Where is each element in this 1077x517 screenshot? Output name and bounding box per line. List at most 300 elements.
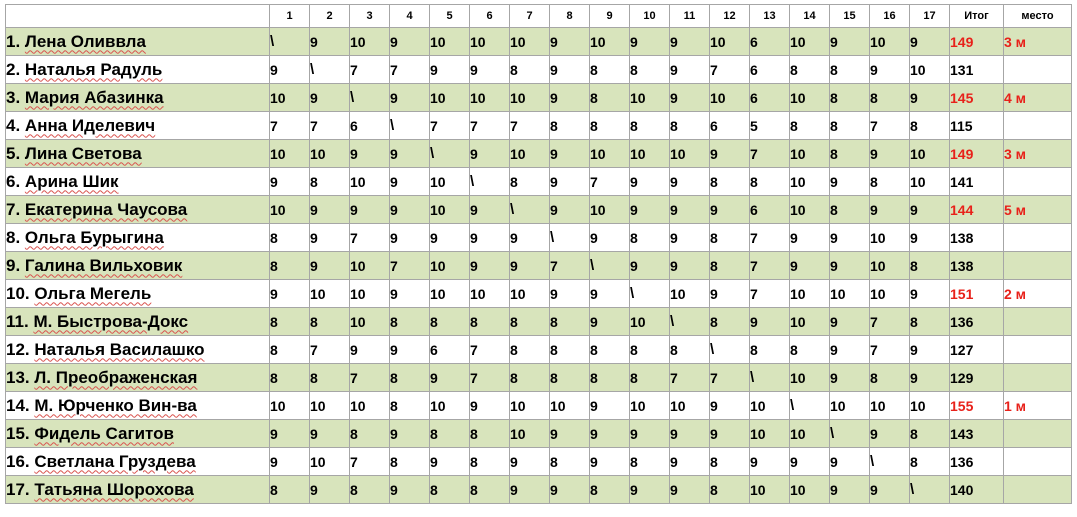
score-cell: 7 <box>550 252 590 280</box>
participant-name: Арина Шик <box>24 171 119 191</box>
score-cell: 10 <box>830 280 870 308</box>
header-col-3: 3 <box>350 5 390 28</box>
score-cell: 9 <box>310 476 350 504</box>
score-cell: 8 <box>590 112 630 140</box>
score-cell: 10 <box>790 84 830 112</box>
score-cell: 7 <box>870 336 910 364</box>
score-cell: 9 <box>670 224 710 252</box>
score-cell: 10 <box>750 476 790 504</box>
total-cell: 138 <box>950 252 1004 280</box>
participant-number: 12. <box>6 339 30 359</box>
score-cell: 10 <box>550 392 590 420</box>
header-name <box>6 5 270 28</box>
score-cell: 9 <box>670 448 710 476</box>
score-cell: 7 <box>430 112 470 140</box>
header-col-1: 1 <box>270 5 310 28</box>
score-cell: 9 <box>390 28 430 56</box>
score-cell: 6 <box>350 112 390 140</box>
score-cell: 8 <box>630 336 670 364</box>
score-cell: 9 <box>550 168 590 196</box>
participant-cell <box>6 280 270 308</box>
score-cell: 9 <box>470 224 510 252</box>
score-cell: 10 <box>310 448 350 476</box>
score-cell: 9 <box>830 364 870 392</box>
self-score-cell: \ <box>510 196 550 224</box>
score-cell: 8 <box>510 308 550 336</box>
table-row <box>6 364 1072 392</box>
table-row <box>6 252 1072 280</box>
score-cell: 10 <box>350 252 390 280</box>
participant-cell <box>6 364 270 392</box>
score-cell: 10 <box>670 140 710 168</box>
score-cell: 9 <box>870 196 910 224</box>
score-cell: 9 <box>670 84 710 112</box>
score-cell: 9 <box>310 252 350 280</box>
score-cell: 9 <box>830 476 870 504</box>
header-place: место <box>1004 5 1072 28</box>
score-cell: 9 <box>590 308 630 336</box>
header-col-9: 9 <box>590 5 630 28</box>
table-row <box>6 308 1072 336</box>
score-cell: 7 <box>270 112 310 140</box>
place-cell <box>1004 168 1072 196</box>
score-cell: 8 <box>550 336 590 364</box>
header-row <box>6 5 1072 28</box>
score-cell: 10 <box>270 392 310 420</box>
score-cell: 9 <box>630 28 670 56</box>
score-cell: 7 <box>390 252 430 280</box>
score-cell: 10 <box>790 420 830 448</box>
score-cell: 8 <box>430 476 470 504</box>
score-cell: 9 <box>670 28 710 56</box>
score-cell: 9 <box>670 168 710 196</box>
participant-name: Наталья Радуль <box>24 59 163 79</box>
header-col-12: 12 <box>710 5 750 28</box>
score-cell: 10 <box>310 140 350 168</box>
score-cell: 9 <box>270 56 310 84</box>
score-cell: 9 <box>830 448 870 476</box>
place-cell: 2 м <box>1004 280 1072 308</box>
score-cell: 10 <box>310 392 350 420</box>
table-row <box>6 196 1072 224</box>
table-row <box>6 84 1072 112</box>
score-cell: 8 <box>630 112 670 140</box>
table-row <box>6 280 1072 308</box>
score-cell: 9 <box>270 280 310 308</box>
total-cell: 127 <box>950 336 1004 364</box>
score-cell: 9 <box>550 420 590 448</box>
score-cell: 8 <box>390 448 430 476</box>
score-cell: 9 <box>830 168 870 196</box>
score-cell: 8 <box>870 168 910 196</box>
total-cell: 143 <box>950 420 1004 448</box>
participant-name: Анна Иделевич <box>24 115 156 135</box>
table-row <box>6 224 1072 252</box>
score-cell: 10 <box>590 140 630 168</box>
score-cell: 8 <box>510 336 550 364</box>
self-score-cell: \ <box>590 252 630 280</box>
participant-cell <box>6 336 270 364</box>
place-cell <box>1004 336 1072 364</box>
score-cell: 8 <box>550 364 590 392</box>
score-cell: 8 <box>710 252 750 280</box>
header-col-6: 6 <box>470 5 510 28</box>
table-row <box>6 112 1072 140</box>
score-cell: 8 <box>910 252 950 280</box>
score-cell: 10 <box>470 28 510 56</box>
total-cell: 140 <box>950 476 1004 504</box>
score-cell: 7 <box>510 112 550 140</box>
score-cell: 8 <box>550 308 590 336</box>
score-cell: 8 <box>870 84 910 112</box>
score-cell: 9 <box>470 56 510 84</box>
score-cell: 7 <box>350 56 390 84</box>
score-cell: 9 <box>590 420 630 448</box>
score-cell: 9 <box>790 252 830 280</box>
table-row <box>6 476 1072 504</box>
score-cell: 9 <box>750 448 790 476</box>
score-cell: 9 <box>910 84 950 112</box>
score-cell: 7 <box>350 364 390 392</box>
participant-number: 15. <box>6 423 30 443</box>
header-total: Итог <box>950 5 1004 28</box>
score-cell: 10 <box>750 392 790 420</box>
score-cell: 10 <box>710 28 750 56</box>
participant-number: 13. <box>6 367 30 387</box>
score-cell: 8 <box>790 56 830 84</box>
score-cell: 9 <box>670 476 710 504</box>
score-cell: 10 <box>270 84 310 112</box>
participant-cell <box>6 392 270 420</box>
score-cell: 9 <box>830 252 870 280</box>
header-col-11: 11 <box>670 5 710 28</box>
participant-number: 11. <box>6 311 29 331</box>
participant-cell <box>6 224 270 252</box>
score-cell: 8 <box>710 224 750 252</box>
participant-name: Ольга Бурыгина <box>24 227 164 247</box>
score-cell: 9 <box>630 252 670 280</box>
participant-name: М. Быстрова-Докс <box>33 311 189 331</box>
score-cell: 10 <box>870 224 910 252</box>
score-cell: 8 <box>310 168 350 196</box>
participant-cell <box>6 84 270 112</box>
score-cell: 8 <box>430 308 470 336</box>
table-row <box>6 140 1072 168</box>
place-cell <box>1004 364 1072 392</box>
score-cell: 9 <box>350 196 390 224</box>
score-cell: 8 <box>550 112 590 140</box>
place-cell: 4 м <box>1004 84 1072 112</box>
score-cell: 10 <box>270 196 310 224</box>
score-cell: 10 <box>870 280 910 308</box>
score-cell: 8 <box>430 420 470 448</box>
participant-name: Л. Преображенская <box>34 367 198 387</box>
score-cell: 9 <box>590 280 630 308</box>
score-cell: 8 <box>750 336 790 364</box>
score-cell: 7 <box>390 56 430 84</box>
table-row <box>6 168 1072 196</box>
header-col-15: 15 <box>830 5 870 28</box>
score-cell: 7 <box>350 224 390 252</box>
self-score-cell: \ <box>790 392 830 420</box>
total-cell: 136 <box>950 308 1004 336</box>
score-cell: 9 <box>590 392 630 420</box>
score-cell: 9 <box>510 224 550 252</box>
header-col-10: 10 <box>630 5 670 28</box>
score-cell: 8 <box>390 364 430 392</box>
score-cell: 8 <box>910 112 950 140</box>
score-cell: 8 <box>710 168 750 196</box>
score-cell: 6 <box>750 28 790 56</box>
total-cell: 131 <box>950 56 1004 84</box>
score-cell: 9 <box>710 280 750 308</box>
participant-cell <box>6 252 270 280</box>
score-cell: 9 <box>390 224 430 252</box>
score-cell: 9 <box>630 196 670 224</box>
score-cell: 9 <box>270 168 310 196</box>
header-col-8: 8 <box>550 5 590 28</box>
score-cell: 9 <box>710 140 750 168</box>
total-cell: 149 <box>950 28 1004 56</box>
score-cell: 7 <box>470 112 510 140</box>
score-cell: 10 <box>430 84 470 112</box>
header-col-4: 4 <box>390 5 430 28</box>
participant-number: 5. <box>6 143 21 163</box>
score-cell: 9 <box>910 196 950 224</box>
score-cell: 9 <box>470 140 510 168</box>
score-cell: 6 <box>750 196 790 224</box>
score-cell: 6 <box>750 84 790 112</box>
score-cell: 10 <box>750 420 790 448</box>
participant-name: Лена Оливвла <box>24 31 146 51</box>
score-cell: 9 <box>870 476 910 504</box>
participant-number: 3. <box>6 87 21 107</box>
self-score-cell: \ <box>390 112 430 140</box>
score-cell: 9 <box>550 84 590 112</box>
score-cell: 10 <box>510 84 550 112</box>
score-cell: 9 <box>870 140 910 168</box>
participant-number: 17. <box>6 479 30 499</box>
score-cell: 8 <box>470 308 510 336</box>
self-score-cell: \ <box>550 224 590 252</box>
score-cell: 7 <box>670 364 710 392</box>
score-cell: 10 <box>630 84 670 112</box>
score-cell: 8 <box>710 476 750 504</box>
score-cell: 10 <box>870 392 910 420</box>
score-cell: 9 <box>910 280 950 308</box>
total-cell: 151 <box>950 280 1004 308</box>
score-cell: 9 <box>550 196 590 224</box>
self-score-cell: \ <box>710 336 750 364</box>
score-cell: 9 <box>470 392 510 420</box>
score-cell: 10 <box>790 308 830 336</box>
total-cell: 136 <box>950 448 1004 476</box>
score-cell: 8 <box>630 224 670 252</box>
score-cell: 9 <box>830 336 870 364</box>
total-cell: 141 <box>950 168 1004 196</box>
score-cell: 9 <box>590 224 630 252</box>
score-cell: 9 <box>390 420 430 448</box>
place-cell <box>1004 112 1072 140</box>
score-cell: 8 <box>270 364 310 392</box>
score-cell: 8 <box>710 448 750 476</box>
score-cell: 8 <box>830 140 870 168</box>
participant-name: Фидель Сагитов <box>34 423 174 443</box>
score-cell: 10 <box>590 28 630 56</box>
score-cell: 8 <box>750 168 790 196</box>
score-cell: 10 <box>790 364 830 392</box>
header-col-13: 13 <box>750 5 790 28</box>
score-cell: 8 <box>270 336 310 364</box>
table-row <box>6 56 1072 84</box>
place-cell <box>1004 476 1072 504</box>
score-cell: 8 <box>390 392 430 420</box>
score-cell: 8 <box>270 308 310 336</box>
score-cell: 10 <box>510 392 550 420</box>
score-cell: 7 <box>750 140 790 168</box>
score-cell: 8 <box>270 252 310 280</box>
score-cell: 10 <box>630 392 670 420</box>
score-cell: 10 <box>830 392 870 420</box>
score-cell: 8 <box>790 336 830 364</box>
participant-name: Екатерина Чаусова <box>24 199 188 219</box>
participant-name: Галина Вильховик <box>24 255 183 275</box>
score-cell: 8 <box>590 364 630 392</box>
participant-name: Ольга Мегель <box>34 283 152 303</box>
score-cell: 9 <box>430 364 470 392</box>
score-cell: 8 <box>630 56 670 84</box>
participant-name: Татьяна Шорохова <box>34 479 194 499</box>
score-cell: 10 <box>430 168 470 196</box>
self-score-cell: \ <box>630 280 670 308</box>
score-cell: 8 <box>350 476 390 504</box>
place-cell: 5 м <box>1004 196 1072 224</box>
participant-name: М. Юрченко Вин-ва <box>34 395 197 415</box>
self-score-cell: \ <box>830 420 870 448</box>
score-cell: 9 <box>550 140 590 168</box>
score-cell: 10 <box>350 392 390 420</box>
place-cell <box>1004 56 1072 84</box>
score-cell: 8 <box>310 308 350 336</box>
score-cell: 10 <box>910 140 950 168</box>
score-cell: 9 <box>390 168 430 196</box>
score-cell: 9 <box>910 336 950 364</box>
score-cell: 10 <box>430 252 470 280</box>
self-score-cell: \ <box>270 28 310 56</box>
score-cell: 10 <box>790 140 830 168</box>
score-cell: 9 <box>670 196 710 224</box>
score-cell: 8 <box>470 476 510 504</box>
score-cell: 10 <box>790 168 830 196</box>
score-cell: 9 <box>270 420 310 448</box>
score-cell: 9 <box>630 420 670 448</box>
score-cell: 8 <box>910 308 950 336</box>
score-cell: 6 <box>430 336 470 364</box>
self-score-cell: \ <box>870 448 910 476</box>
participant-number: 4. <box>6 115 21 135</box>
self-score-cell: \ <box>350 84 390 112</box>
table-row <box>6 448 1072 476</box>
participant-cell <box>6 28 270 56</box>
score-cell: 8 <box>590 336 630 364</box>
score-cell: 10 <box>350 280 390 308</box>
score-cell: 9 <box>350 140 390 168</box>
place-cell: 3 м <box>1004 28 1072 56</box>
score-cell: 9 <box>710 392 750 420</box>
participant-number: 16. <box>6 451 30 471</box>
score-cell: 8 <box>910 448 950 476</box>
score-cell: 8 <box>670 112 710 140</box>
table-row <box>6 420 1072 448</box>
score-cell: 8 <box>830 84 870 112</box>
table-row <box>6 336 1072 364</box>
score-cell: 8 <box>470 420 510 448</box>
score-cell: 10 <box>910 168 950 196</box>
score-cell: 10 <box>430 392 470 420</box>
table-header <box>6 5 1072 28</box>
score-cell: 7 <box>590 168 630 196</box>
header-col-16: 16 <box>870 5 910 28</box>
participant-name: Светлана Груздева <box>34 451 196 471</box>
self-score-cell: \ <box>750 364 790 392</box>
participant-number: 6. <box>6 171 21 191</box>
participant-number: 2. <box>6 59 21 79</box>
score-cell: 8 <box>830 196 870 224</box>
place-cell <box>1004 308 1072 336</box>
score-cell: 6 <box>750 56 790 84</box>
total-cell: 149 <box>950 140 1004 168</box>
score-cell: 10 <box>430 280 470 308</box>
score-cell: 10 <box>670 280 710 308</box>
score-cell: 8 <box>710 308 750 336</box>
score-cell: 9 <box>430 56 470 84</box>
score-cell: 9 <box>790 224 830 252</box>
score-cell: 10 <box>350 308 390 336</box>
score-cell: 10 <box>630 140 670 168</box>
score-cell: 10 <box>670 392 710 420</box>
score-cell: 8 <box>270 476 310 504</box>
score-cell: 10 <box>510 140 550 168</box>
score-cell: 6 <box>710 112 750 140</box>
score-cell: 9 <box>310 84 350 112</box>
score-cell: 9 <box>350 336 390 364</box>
score-cell: 9 <box>790 448 830 476</box>
header-col-7: 7 <box>510 5 550 28</box>
score-cell: 9 <box>830 224 870 252</box>
score-cell: 9 <box>670 420 710 448</box>
score-cell: 7 <box>750 224 790 252</box>
self-score-cell: \ <box>910 476 950 504</box>
table-row <box>6 28 1072 56</box>
table-body <box>6 28 1072 504</box>
score-cell: 8 <box>910 420 950 448</box>
score-cell: 10 <box>870 28 910 56</box>
score-cell: 7 <box>350 448 390 476</box>
participant-number: 1. <box>6 31 21 51</box>
participant-name: Лина Светова <box>24 143 142 163</box>
score-cell: 8 <box>510 168 550 196</box>
self-score-cell: \ <box>310 56 350 84</box>
score-cell: 9 <box>390 336 430 364</box>
header-col-14: 14 <box>790 5 830 28</box>
total-cell: 144 <box>950 196 1004 224</box>
score-cell: 7 <box>750 280 790 308</box>
score-cell: 9 <box>550 280 590 308</box>
self-score-cell: \ <box>670 308 710 336</box>
participant-number: 7. <box>6 199 21 219</box>
score-cell: 9 <box>750 308 790 336</box>
score-cell: 7 <box>750 252 790 280</box>
